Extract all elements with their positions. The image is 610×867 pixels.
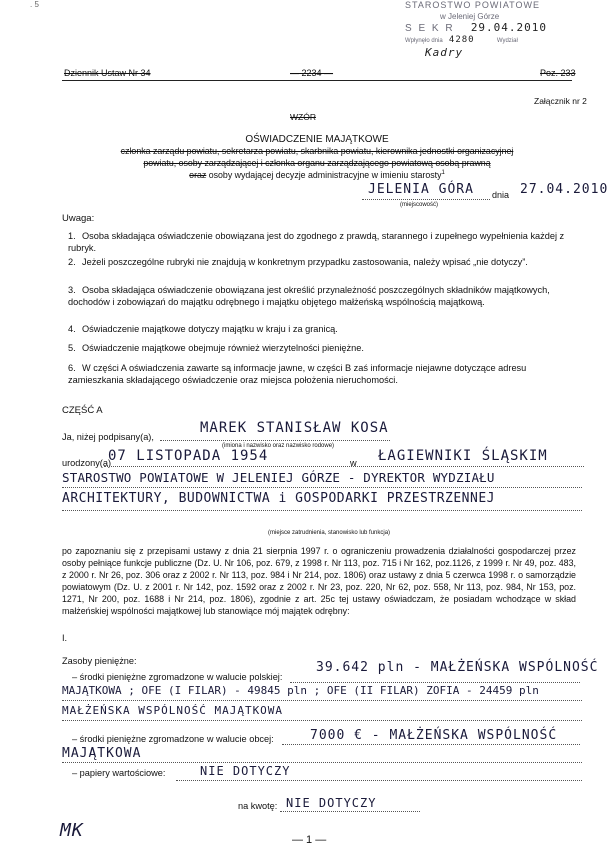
signer-name: MAREK STANISŁAW KOSA <box>200 420 389 436</box>
securities-dotted <box>176 780 582 781</box>
page-number: — 1 — <box>292 834 327 846</box>
date-handwritten: 27.04.2010 <box>520 182 609 197</box>
section-i-heading: I. <box>62 633 68 643</box>
note-5-text: Oświadczenie majątkowe obejmuje również wierzytelności pieniężne. <box>82 343 364 353</box>
stamp-date: 29.04.2010 <box>470 21 548 34</box>
employer-dotted-line-2 <box>62 510 582 511</box>
employer-dotted-line-1 <box>62 487 582 488</box>
note-3-text: Osoba składająca oświadczenie obowiązana jest określić przynależność poszczególnych składników majątkowych, dochodów i zobowiązań do majątku odrębnego i majątku objętego małżeńską wspólnością majątkową. <box>68 285 550 307</box>
header-right: Poz. 233 <box>540 68 576 78</box>
kwota-dotted <box>280 811 420 812</box>
note-2-text: Jeżeli poszczególne rubryki nie znajdują w konkretnym przypadku zastosowania, należy wpisać „nie dotyczy”. <box>82 257 528 267</box>
money-pln-dotted-1 <box>290 682 580 683</box>
note-5 <box>68 342 580 354</box>
note-1-number: 1. <box>68 231 76 241</box>
money-fx-label: – środki pieniężne zgromadzone w walucie obcej: <box>72 734 274 744</box>
uwaga-heading: Uwaga: <box>62 213 95 224</box>
kwota-label: na kwotę: <box>238 801 278 811</box>
header-rule <box>62 80 572 81</box>
subtitle-rest: osoby wydającej decyzje administracyjne w imieniu starosty <box>208 170 442 180</box>
subtitle-struck-1: członka zarządu powiatu, sekretarza powiatu, skarbnika powiatu, kierownika jednostki organizacyjnej <box>120 146 514 156</box>
money-pln-label: – środki pieniężne zgromadzone w walucie polskiej: <box>72 672 283 682</box>
born-in: w <box>350 458 357 468</box>
date-word: dnia <box>492 190 510 200</box>
money-pln-dotted-3 <box>62 720 582 721</box>
money-pln-dotted-2 <box>62 700 582 701</box>
securities-hw: NIE DOTYCZY <box>200 764 291 778</box>
money-pln-hw-3: MAŁŻEŃSKA WSPÓLNOŚĆ MAJĄTKOWA <box>62 704 284 717</box>
initials-signature: MK <box>60 820 84 841</box>
money-fx-hw-2: MAJĄTKOWA <box>62 746 142 761</box>
registration-stamp <box>405 0 595 70</box>
legal-paragraph: po zapoznaniu się z przepisami ustawy z dnia 21 sierpnia 1997 r. o ograniczeniu prowadzenia działalności gospodarczej przez osoby pełniące funkcje publiczne (Dz. U. Nr 106, poz. 679, z 1998 r. Nr 113, poz. 715 i Nr 162, poz.1126, z 1999 r. Nr 49, poz. 483, z 2000 r. Nr 26, poz. 306 oraz z 2002 r. Nr 113, poz. 984 i Nr 214, poz. 1806) oraz ustawy z dnia 5 czerwca 1998 r. o samorządzie powiatowym (Dz. U. z 2001 r. Nr 142, poz. 1592 oraz z 2002 r. Nr 23, poz. 220, Nr 62, poz. 558, Nr 113, poz. 984, Nr 153, poz. 1271, Nr 200, poz. 1688 i Nr 214, poz. 1806), zgodnie z art. 25c tej ustawy oświadczam, że posiadam wchodzące w skład małżeńskiej wspólności majątkowej lub stanowiące mój majątek odrębny: <box>62 546 576 616</box>
born-dotted-line <box>104 466 584 467</box>
subtitle-struck-2: powiatu, osoby zarządzającej i członka organu zarządzającego powiatową osobą prawną <box>143 158 491 168</box>
born-prefix: urodzony(a) <box>62 458 112 468</box>
note-5-number: 5. <box>68 343 76 353</box>
stamp-pages: Wydział <box>496 38 518 44</box>
corner-mark: . 5 <box>30 0 39 9</box>
name-caption: (imiona i nazwisko oraz nazwisko rodowe) <box>222 443 335 449</box>
note-3-number: 3. <box>68 285 76 295</box>
money-pln-hw-1: 39.642 pln - MAŁŻEŃSKA WSPÓLNOŚĆ <box>316 660 599 675</box>
stamp-sekr: S E K R <box>405 23 455 34</box>
money-fx-dotted-2 <box>62 762 582 763</box>
place-handwritten: JELENIA GÓRA <box>368 182 474 197</box>
securities-label: – papiery wartościowe: <box>72 768 166 778</box>
stamp-received: Wpłynęło dnia <box>405 38 443 44</box>
note-1-text: Osoba składająca oświadczenie obowiązana jest do zgodnego z prawdą, starannego i zupełnego wypełnienia każdej z rubryk. <box>68 231 565 253</box>
stamp-signature: Kadry <box>425 46 464 59</box>
note-3 <box>68 284 580 308</box>
note-6 <box>68 362 580 386</box>
stamp-city: w Jeleniej Górze <box>440 12 500 21</box>
footnote-mark: 1 <box>441 170 445 177</box>
born-place: ŁAGIEWNIKI ŚLĄSKIM <box>378 448 548 464</box>
part-a-heading: CZĘŚĆ A <box>62 405 103 416</box>
note-1 <box>68 230 580 254</box>
document-title: OŚWIADCZENIE MAJĄTKOWE <box>245 134 389 145</box>
employer-line-2: ARCHITEKTURY, BUDOWNICTWA i GOSPODARKI PRZESTRZENNEJ <box>62 491 495 506</box>
wzor-label: WZÓR <box>290 112 316 122</box>
header-left: Dziennik Ustaw Nr 34 <box>64 68 151 78</box>
note-6-text: W części A oświadczenia zawarte są informacje jawne, w części B zaś informacje niejawne dotyczące adresu zamieszkania składającego oświadczenie oraz miejsca położenia nieruchomości. <box>68 363 527 385</box>
note-2 <box>68 256 580 268</box>
employer-caption: (miejsce zatrudnienia, stanowisko lub funkcja) <box>268 530 391 536</box>
subtitle-line-3 <box>62 170 572 180</box>
name-dotted-line <box>160 440 390 441</box>
kwota-hw: NIE DOTYCZY <box>286 796 377 810</box>
subtitle-struck-3: oraz <box>189 170 207 180</box>
note-4-text: Oświadczenie majątkowe dotyczy majątku w kraju i za granicą. <box>82 324 338 334</box>
note-6-number: 6. <box>68 363 76 373</box>
stamp-number: 4280 <box>448 35 475 45</box>
place-caption: (miejscowość) <box>400 202 439 208</box>
money-pln-hw-2: MAJĄTKOWA ; OFE (I FILAR) - 49845 pln ; OFE (II FILAR) ZOFIA - 24459 pln <box>62 684 539 697</box>
money-fx-hw-1: 7000 € - MAŁŻEŃSKA WSPÓLNOŚĆ <box>310 728 558 743</box>
employer-line-1: STAROSTWO POWIATOWE W JELENIEJ GÓRZE - DYREKTOR WYDZIAŁU <box>62 470 495 485</box>
stamp-office: STAROSTWO POWIATOWE <box>405 0 540 10</box>
place-dotted-line <box>362 199 490 200</box>
note-4-number: 4. <box>68 324 76 334</box>
note-2-number: 2. <box>68 257 76 267</box>
annex-label: Załącznik nr 2 <box>534 96 587 106</box>
zasoby-heading: Zasoby pieniężne: <box>62 656 137 666</box>
born-date: 07 LISTOPADA 1954 <box>108 448 269 464</box>
note-4 <box>68 323 580 335</box>
signer-prefix: Ja, niżej podpisany(a), <box>62 432 154 442</box>
money-fx-dotted-1 <box>282 744 580 745</box>
header-center: — 2234 — <box>290 68 334 78</box>
